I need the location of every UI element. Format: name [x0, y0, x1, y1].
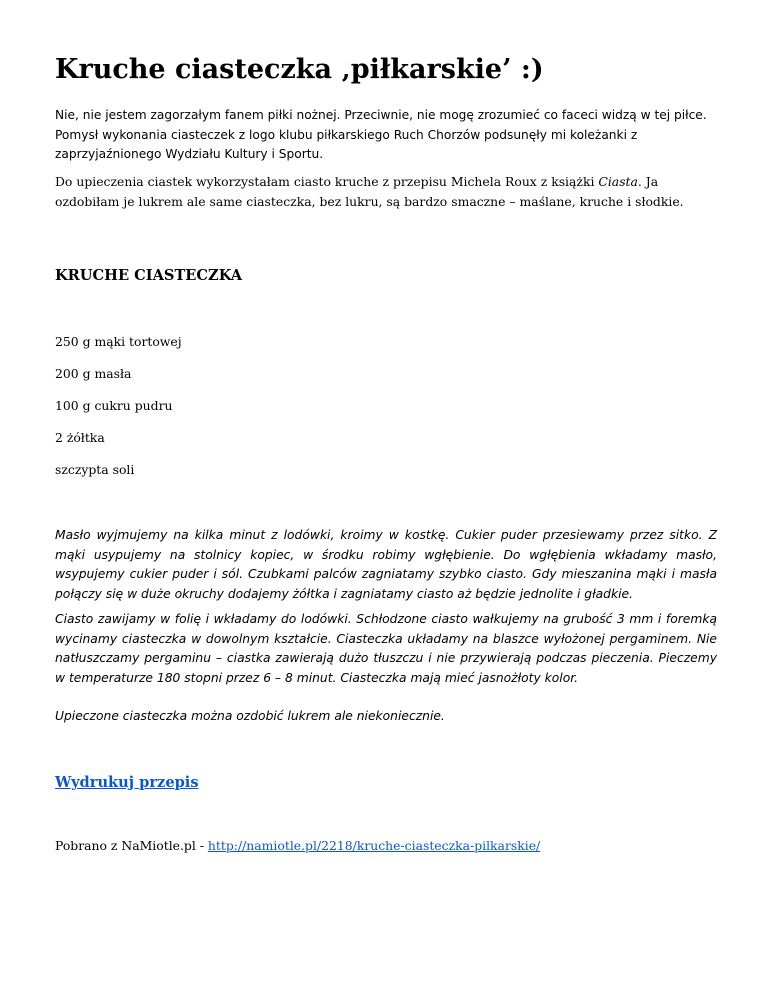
method-step: Upieczone ciasteczka można ozdobić lukrem ale niekoniecznie. [55, 709, 445, 723]
book-title: Ciasta [598, 174, 638, 189]
print-recipe-link[interactable]: Wydrukuj przepis [55, 774, 199, 791]
ingredient-item: 100 g cukru pudru [55, 398, 173, 413]
method-step: Ciasto zawijamy w folię i wkładamy do lodówki. Schłodzone ciasto wałkujemy na grubość 3 mm i foremką wycinamy ciasteczka w dowolnym kształcie. Ciasteczka układamy na blaszce wyłożonej pergaminem. Nie natłuszczamy pergaminu – ciastka zawierają dużo tłuszczu i nie przywierają podczas pieczenia. Pieczemy w temperaturze 180 stopni przez 6 – 8 minut. Ciasteczka mają mieć jasnożłoty kolor. [55, 612, 717, 685]
source-paragraph [55, 172, 717, 211]
page-title: Kruche ciasteczka ‚piłkarskie’ :) [55, 54, 544, 85]
recipe-heading: KRUCHE CIASTECZKA [55, 267, 243, 284]
source-text-start: Do upieczenia ciastek wykorzystałam ciasto kruche z przepisu Michela Roux z książki [55, 174, 599, 189]
method-step: Masło wyjmujemy na kilka minut z lodówki, kroimy w kostkę. Cukier puder przesiewamy przez sitko. Z mąki usypujemy na stolnicy kopiec, w środku robimy wgłębienie. Do wgłębienia wkładamy masło, wsypujemy cukier puder i sól. Czubkami palców zagniatamy szybko ciasto. Gdy mieszanina mąki i masła połączy się w duże okruchy dodajemy żółtka i zagniatamy ciasto aż będzie jednolite i gładkie. [55, 528, 717, 601]
ingredient-item: 250 g mąki tortowej [55, 334, 182, 349]
ingredient-item: szczypta soli [55, 462, 135, 477]
footer-source [55, 837, 540, 855]
footer-prefix: Pobrano z NaMiotle.pl - [55, 838, 208, 853]
ingredient-item: 200 g masła [55, 366, 132, 381]
ingredient-item: 2 żółtka [55, 430, 105, 445]
intro-paragraph: Nie, nie jestem zagorzałym fanem piłki nożnej. Przeciwnie, nie mogę zrozumieć co faceci widzą w tej piłce. Pomysł wykonania ciasteczek z logo klubu piłkarskiego Ruch Chorzów podsunęły mi koleżanki z zaprzyjaźnionego Wydziału Kultury i Sportu. [55, 108, 707, 161]
source-text-end: . Ja ozdobiłam je lukrem ale same ciasteczka, bez lukru, są bardzo smaczne – maślane, kruche i słodkie. [55, 174, 684, 209]
source-url-link[interactable]: http://namiotle.pl/2218/kruche-ciasteczka-pilkarskie/ [207, 838, 541, 853]
